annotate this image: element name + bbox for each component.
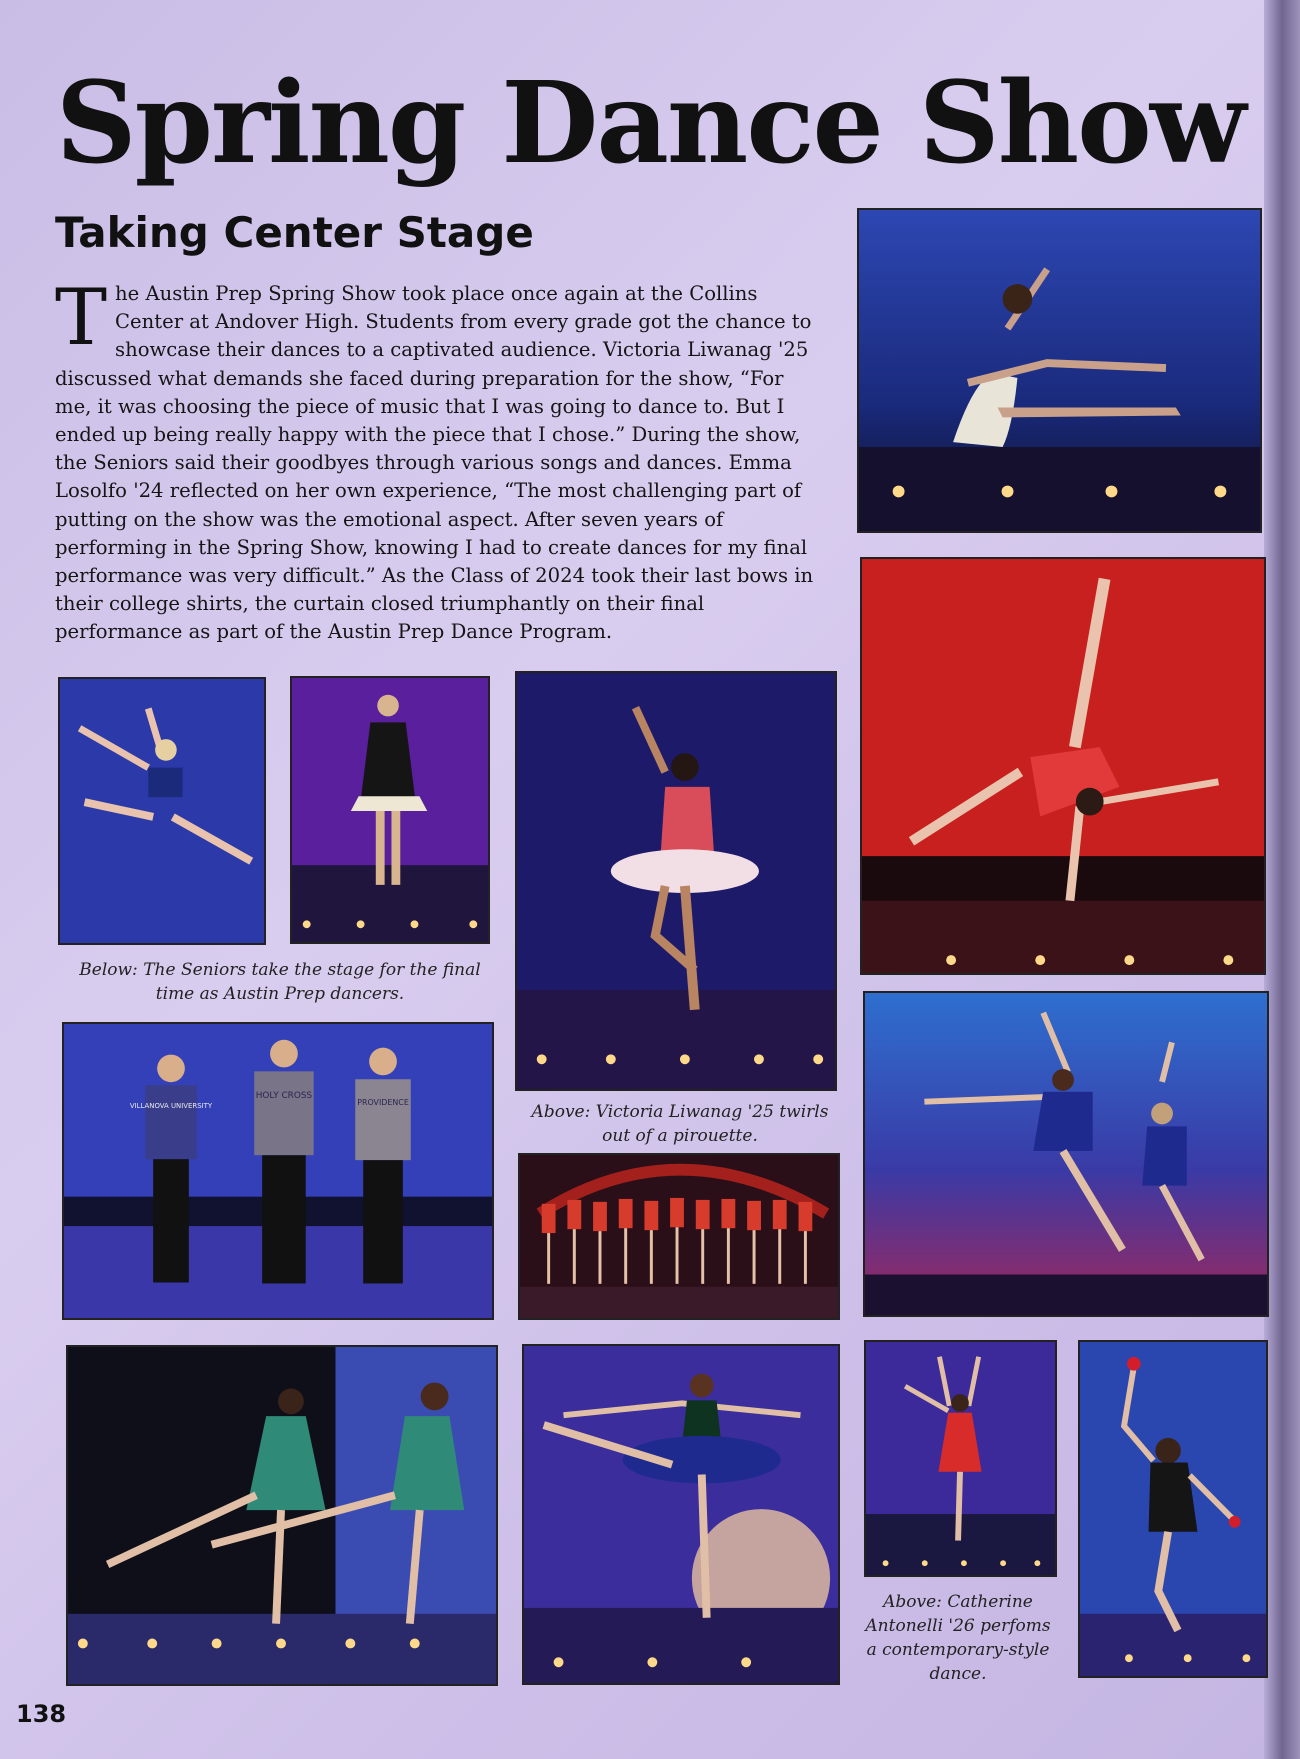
shirt-text-right: PROVIDENCE [357, 1097, 409, 1107]
story-body: he Austin Prep Spring Show took place once again at the Collins Center at Andover High. Students from every grade got the chance to showcase their dances to a captivated audience. Victoria Liwanag '25 discussed what demands she faced during preparation for the show, “For me, it was choosing the piece of music that I was going to dance to. But I ended up being really happy with the piece that I chose.” During the show, the Seniors said their goodbyes through various songs and dances. Emma Losolfo '24 reflected on her own experience, “The most challenging part of putting on the show was the emotional aspect. After seven years of performing in the Spring Show, knowing I had to create dances for my final performance was very difficult.” As the Class of 2024 took their last bows in their college shirts, the curtain closed triumphantly on their final performance as part of the Austin Prep Dance Program. [55, 282, 814, 644]
page-spine-shadow [1264, 0, 1300, 1759]
shirt-text-middle: HOLY CROSS [255, 1091, 313, 1101]
photo-dancer-red-costume [864, 1340, 1057, 1577]
page-subtitle: Taking Center Stage [55, 208, 534, 257]
photo-dancer-red-kick [860, 557, 1266, 975]
caption-catherine: Above: Catherine Antonelli '26 perfoms a contemporary-style dance. [865, 1592, 1051, 1684]
page-number: 138 [16, 1700, 67, 1728]
story-text [55, 273, 815, 647]
photo-dancer-catherine-contemporary [1078, 1340, 1268, 1678]
page-title: Spring Dance Show [55, 58, 1245, 189]
shirt-text-left: VILLANOVA UNIVERSITY [129, 1101, 213, 1110]
photo-dancer-blue-tutu [522, 1344, 840, 1685]
photo-duet-green-dresses [66, 1345, 498, 1686]
caption-victoria: Above: Victoria Liwanag '25 twirls out of a pirouette. [531, 1102, 829, 1146]
caption-seniors: Below: The Seniors take the stage for the final time as Austin Prep dancers. [79, 960, 481, 1004]
photo-dancer-victoria-pirouette [515, 671, 837, 1091]
photo-dancer-floor-stretch [857, 208, 1262, 533]
photo-dancer-blue-leap [58, 677, 266, 945]
drop-cap: T [55, 273, 108, 363]
photo-seniors-college-shirts [62, 1022, 494, 1320]
photo-duet-blue-leotards [863, 991, 1269, 1317]
photo-dancer-irish-dress [290, 676, 490, 944]
photo-ensemble-kickline [518, 1153, 840, 1320]
